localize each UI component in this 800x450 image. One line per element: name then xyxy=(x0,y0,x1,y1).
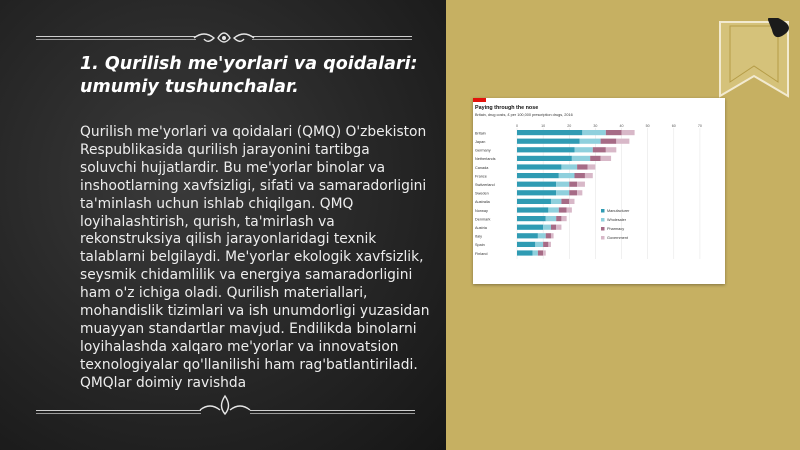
bar-segment xyxy=(559,207,567,212)
bar-chart xyxy=(473,98,725,284)
bar-segment xyxy=(517,199,551,204)
bar-segment xyxy=(577,182,585,187)
chart-card xyxy=(473,98,725,284)
bar-segment xyxy=(556,216,561,221)
bar-segment xyxy=(556,225,561,230)
x-tick-label: 70 xyxy=(697,124,702,128)
bar-segment xyxy=(538,233,546,238)
category-label: Spain xyxy=(475,243,485,248)
bar-segment xyxy=(517,250,533,255)
bar-segment xyxy=(574,173,584,178)
legend-label: Manufacturer xyxy=(607,209,630,213)
bar-segment xyxy=(561,199,569,204)
bar-segment xyxy=(606,147,616,152)
bar-segment xyxy=(517,233,538,238)
bar-segment xyxy=(559,173,575,178)
bar-segment xyxy=(533,250,538,255)
bar-segment xyxy=(551,199,561,204)
bar-segment xyxy=(580,139,601,144)
bar-segment xyxy=(551,233,554,238)
category-label: Germany xyxy=(475,148,491,153)
slide-title: 1. Qurilish me'yorlari va qoidalari: umumiy tushunchalar. xyxy=(80,54,418,97)
legend-swatch xyxy=(601,227,605,231)
bar-segment xyxy=(569,190,577,195)
bar-segment xyxy=(517,207,548,212)
bar-segment xyxy=(548,207,558,212)
bar-segment xyxy=(538,250,543,255)
bar-segment xyxy=(567,207,572,212)
bar-segment xyxy=(517,225,543,230)
bar-segment xyxy=(543,242,548,247)
chart-subtitle: Britain, drug costs, £ per 100,000 prescription drugs, 2016 xyxy=(475,113,573,117)
bar-segment xyxy=(548,242,551,247)
bar-segment xyxy=(517,190,556,195)
category-label: France xyxy=(475,174,487,179)
bar-segment xyxy=(517,182,556,187)
bar-segment xyxy=(585,173,593,178)
x-tick-label: 40 xyxy=(619,124,624,128)
bar-segment xyxy=(616,139,629,144)
bar-segment xyxy=(546,233,551,238)
chart-title: Paying through the nose xyxy=(475,105,539,111)
bar-segment xyxy=(556,182,569,187)
bar-segment xyxy=(543,250,546,255)
top-ornament-icon xyxy=(192,28,256,48)
category-label: Denmark xyxy=(475,217,491,222)
category-label: Austria xyxy=(475,226,487,230)
bottom-rule-left-inner xyxy=(36,413,201,414)
bar-segment xyxy=(546,216,556,221)
bar-segment xyxy=(606,130,622,135)
legend-label: Wholesaler xyxy=(607,218,626,222)
bar-segment xyxy=(517,173,559,178)
bar-segment xyxy=(517,164,561,169)
top-rule-right xyxy=(252,36,412,37)
bar-segment xyxy=(561,216,566,221)
bar-segment xyxy=(535,242,543,247)
bottom-rule-right-inner xyxy=(250,413,415,414)
legend-label: Government xyxy=(607,236,628,240)
bar-segment xyxy=(517,130,582,135)
bottom-ornament-icon xyxy=(198,392,252,416)
x-tick-label: 10 xyxy=(541,124,546,128)
category-label: Netherlands xyxy=(475,157,496,162)
bar-segment xyxy=(590,156,600,161)
bar-segment xyxy=(601,156,611,161)
x-tick-label: 30 xyxy=(593,124,598,128)
bar-segment xyxy=(588,164,596,169)
category-label: Norway xyxy=(475,208,488,213)
bar-segment xyxy=(569,182,577,187)
category-label: Finland xyxy=(475,251,488,256)
legend-swatch xyxy=(601,236,605,240)
chart-accent-tag xyxy=(473,98,486,102)
bar-segment xyxy=(517,139,580,144)
bottom-rule-right xyxy=(250,410,415,411)
category-label: Italy xyxy=(475,234,482,239)
bottom-rule-left xyxy=(36,410,201,411)
category-label: Switzerland xyxy=(475,183,495,187)
category-label: Sweden xyxy=(475,191,489,196)
top-rule-right-inner xyxy=(252,39,412,40)
bookmark-icon xyxy=(716,18,800,100)
bar-segment xyxy=(517,242,535,247)
x-tick-label: 0 xyxy=(516,124,518,128)
bar-segment xyxy=(572,156,590,161)
legend-swatch xyxy=(601,218,605,222)
bar-segment xyxy=(577,164,587,169)
bar-segment xyxy=(622,130,635,135)
category-label: Canada xyxy=(475,165,489,170)
top-rule-left-inner xyxy=(36,39,196,40)
bar-segment xyxy=(582,130,606,135)
category-label: Britain xyxy=(475,131,486,136)
bar-segment xyxy=(577,190,582,195)
bar-segment xyxy=(517,156,572,161)
legend-swatch xyxy=(601,209,605,213)
bar-segment xyxy=(593,147,606,152)
bar-segment xyxy=(517,147,574,152)
bar-segment xyxy=(551,225,556,230)
top-rule-left xyxy=(36,36,196,37)
bar-segment xyxy=(561,164,577,169)
x-tick-label: 60 xyxy=(671,124,676,128)
x-tick-label: 50 xyxy=(645,124,650,128)
bar-segment xyxy=(556,190,569,195)
bar-segment xyxy=(517,216,546,221)
slide-body-text: Qurilish me'yorlari va qoidalari (QMQ) O'zbekiston Respublikasida qurilish jarayonini tartibga soluvchi hujjatlardir. Bu me'yorlar binolar va inshootlarning xavfsizligi, sifati va samaradorligini ta'minlash uchun ishlab chiqilgan. QMQ loyihalashtirish, qurish, ta'mirlash va rekonstruksiya qilish jarayonlaridagi texnik talablarni belgilaydi. Me'yorlar ekologik xavfsizlik, seysmik chidamlilik va energiya samaradorligini ham o'z ichiga oladi. Qurilish materiallari, mohandislik tizimlari va ish unumdorligi yuzasidan muayyan standartlar mavjud. Endilikda binolarni loyihalashda xalqaro me'yorlar va innovatsion texnologiyalar qo'llanilishi ham rag'batlantiriladi. QMQlar doimiy ravishda xyxy=(80,124,430,391)
legend-label: Pharmacy xyxy=(607,227,625,231)
x-tick-label: 20 xyxy=(567,124,572,128)
bar-segment xyxy=(574,147,592,152)
category-label: Japan xyxy=(475,140,486,144)
category-label: Australia xyxy=(475,200,490,205)
bar-segment xyxy=(569,199,574,204)
bar-segment xyxy=(601,139,617,144)
bar-segment xyxy=(543,225,551,230)
